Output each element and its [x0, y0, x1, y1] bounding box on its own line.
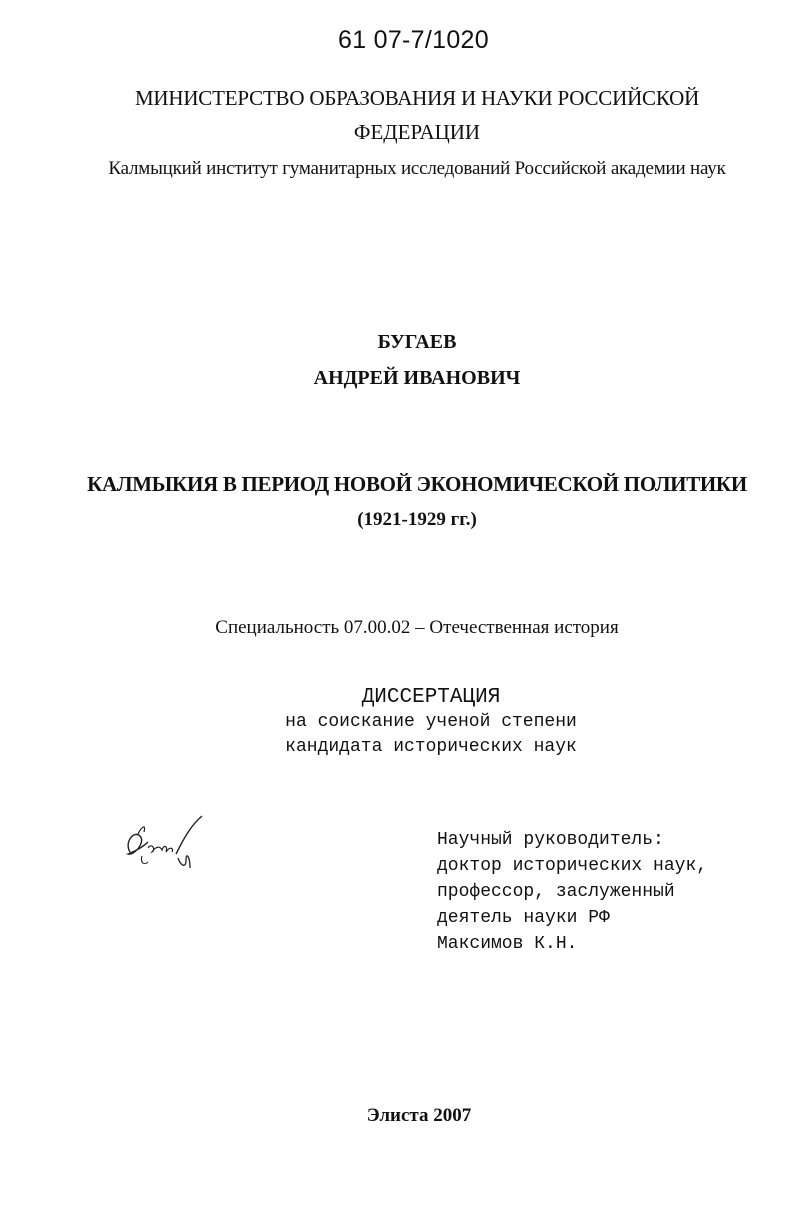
thesis-type: ДИССЕРТАЦИЯ — [361, 686, 501, 709]
degree-line-2: кандидата исторических наук — [285, 737, 577, 757]
advisor-label: Научный руководитель: — [437, 830, 664, 850]
advisor-title: профессор, заслуженный — [437, 882, 675, 902]
document-code: 61 07-7/1020 — [338, 26, 489, 54]
specialty-line: Специальность 07.00.02 – Отечественная история — [215, 617, 619, 638]
ministry-line-2: ФЕДЕРАЦИИ — [353, 120, 481, 144]
ministry-line-1: МИНИСТЕРСТВО ОБРАЗОВАНИЯ И НАУКИ РОССИЙСКОЙ — [134, 86, 700, 110]
thesis-years: (1921-1929 гг.) — [357, 509, 477, 530]
thesis-title: КАЛМЫКИЯ В ПЕРИОД НОВОЙ ЭКОНОМИЧЕСКОЙ ПОЛИТИКИ — [87, 472, 747, 496]
author-given-names: АНДРЕЙ ИВАНОВИЧ — [313, 367, 521, 389]
city-year: Элиста 2007 — [366, 1105, 472, 1126]
author-signature — [120, 812, 210, 882]
institute-name: Калмыцкий институт гуманитарных исследований Российской академии наук — [108, 158, 726, 179]
degree-line-1: на соискание ученой степени — [285, 712, 577, 732]
advisor-honor: деятель науки РФ — [437, 908, 610, 928]
advisor-name: Максимов К.Н. — [437, 934, 578, 954]
author-surname: БУГАЕВ — [377, 331, 457, 353]
advisor-degree: доктор исторических наук, — [437, 856, 708, 876]
